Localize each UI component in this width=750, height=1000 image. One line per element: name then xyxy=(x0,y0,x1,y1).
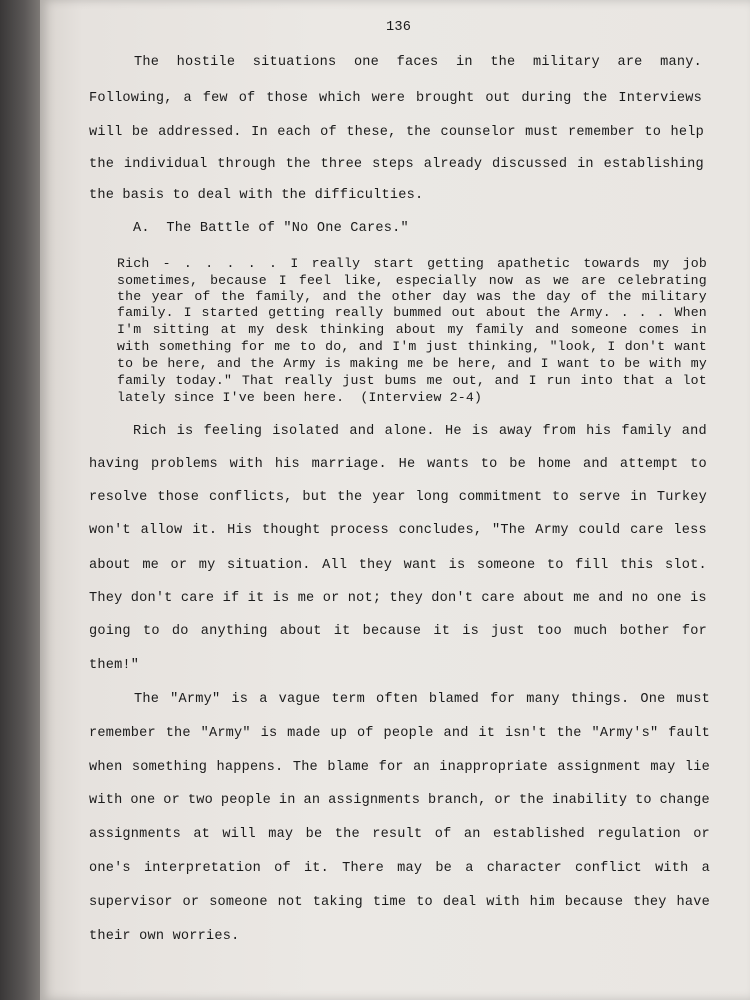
quote-line: family today." That really just bums me out, and I run into that a lot xyxy=(117,373,707,388)
text-line: They don't care if it is me or not; they don't care about me and no one is xyxy=(89,591,707,606)
text-line: when something happens. The blame for an inappropriate assignment may lie xyxy=(89,760,710,775)
text-line: the basis to deal with the difficulties. xyxy=(89,188,424,203)
text-line: with one or two people in an assignments branch, or the inability to change xyxy=(89,793,710,808)
section-heading: A. The Battle of "No One Cares." xyxy=(133,221,409,236)
quote-line: to be here, and the Army is making me be here, and I want to be with my xyxy=(117,356,707,371)
text-line: one's interpretation of it. There may be a character conflict with a xyxy=(89,861,710,876)
text-line: Rich is feeling isolated and alone. He is away from his family and xyxy=(133,424,707,439)
text-line: The hostile situations one faces in the military are many. xyxy=(134,55,702,70)
quote-line: Rich - . . . . . I really start getting apathetic towards my job xyxy=(117,256,707,271)
text-line: having problems with his marriage. He wants to be home and attempt to xyxy=(89,457,707,472)
text-line: won't allow it. His thought process concludes, "The Army could care less xyxy=(89,523,707,538)
quote-line: lately since I've been here. (Interview 2-4) xyxy=(117,390,483,405)
text-line: Following, a few of those which were brought out during the Interviews xyxy=(89,91,702,106)
quote-line: with something for me to do, and I'm just thinking, "look, I don't want xyxy=(117,339,707,354)
text-line: supervisor or someone not taking time to deal with him because they have xyxy=(89,895,710,910)
quote-line: the year of the family, and the other day was the day of the military xyxy=(117,289,707,304)
text-line: remember the "Army" is made up of people and it isn't the "Army's" fault xyxy=(89,726,710,741)
text-line: The "Army" is a vague term often blamed for many things. One must xyxy=(134,692,710,707)
text-line: their own worries. xyxy=(89,929,240,944)
document-page xyxy=(40,0,750,1000)
quote-line: sometimes, because I feel like, especially now as we are celebrating xyxy=(117,273,707,288)
text-line: about me or my situation. All they want is someone to fill this slot. xyxy=(89,558,707,573)
text-line: assignments at will may be the result of an established regulation or xyxy=(89,827,710,842)
text-line: them!" xyxy=(89,658,140,673)
book-gutter-shadow xyxy=(0,0,40,1000)
text-line: will be addressed. In each of these, the counselor must remember to help xyxy=(89,125,704,140)
quote-line: family. I started getting really bummed out about the Army. . . . When xyxy=(117,305,707,320)
text-line: going to do anything about it because it is just too much bother for xyxy=(89,624,707,639)
page-number: 136 xyxy=(386,20,412,35)
text-line: resolve those conflicts, but the year long commitment to serve in Turkey xyxy=(89,490,707,505)
quote-line: I'm sitting at my desk thinking about my family and someone comes in xyxy=(117,322,707,337)
text-line: the individual through the three steps already discussed in establishing xyxy=(89,157,704,172)
